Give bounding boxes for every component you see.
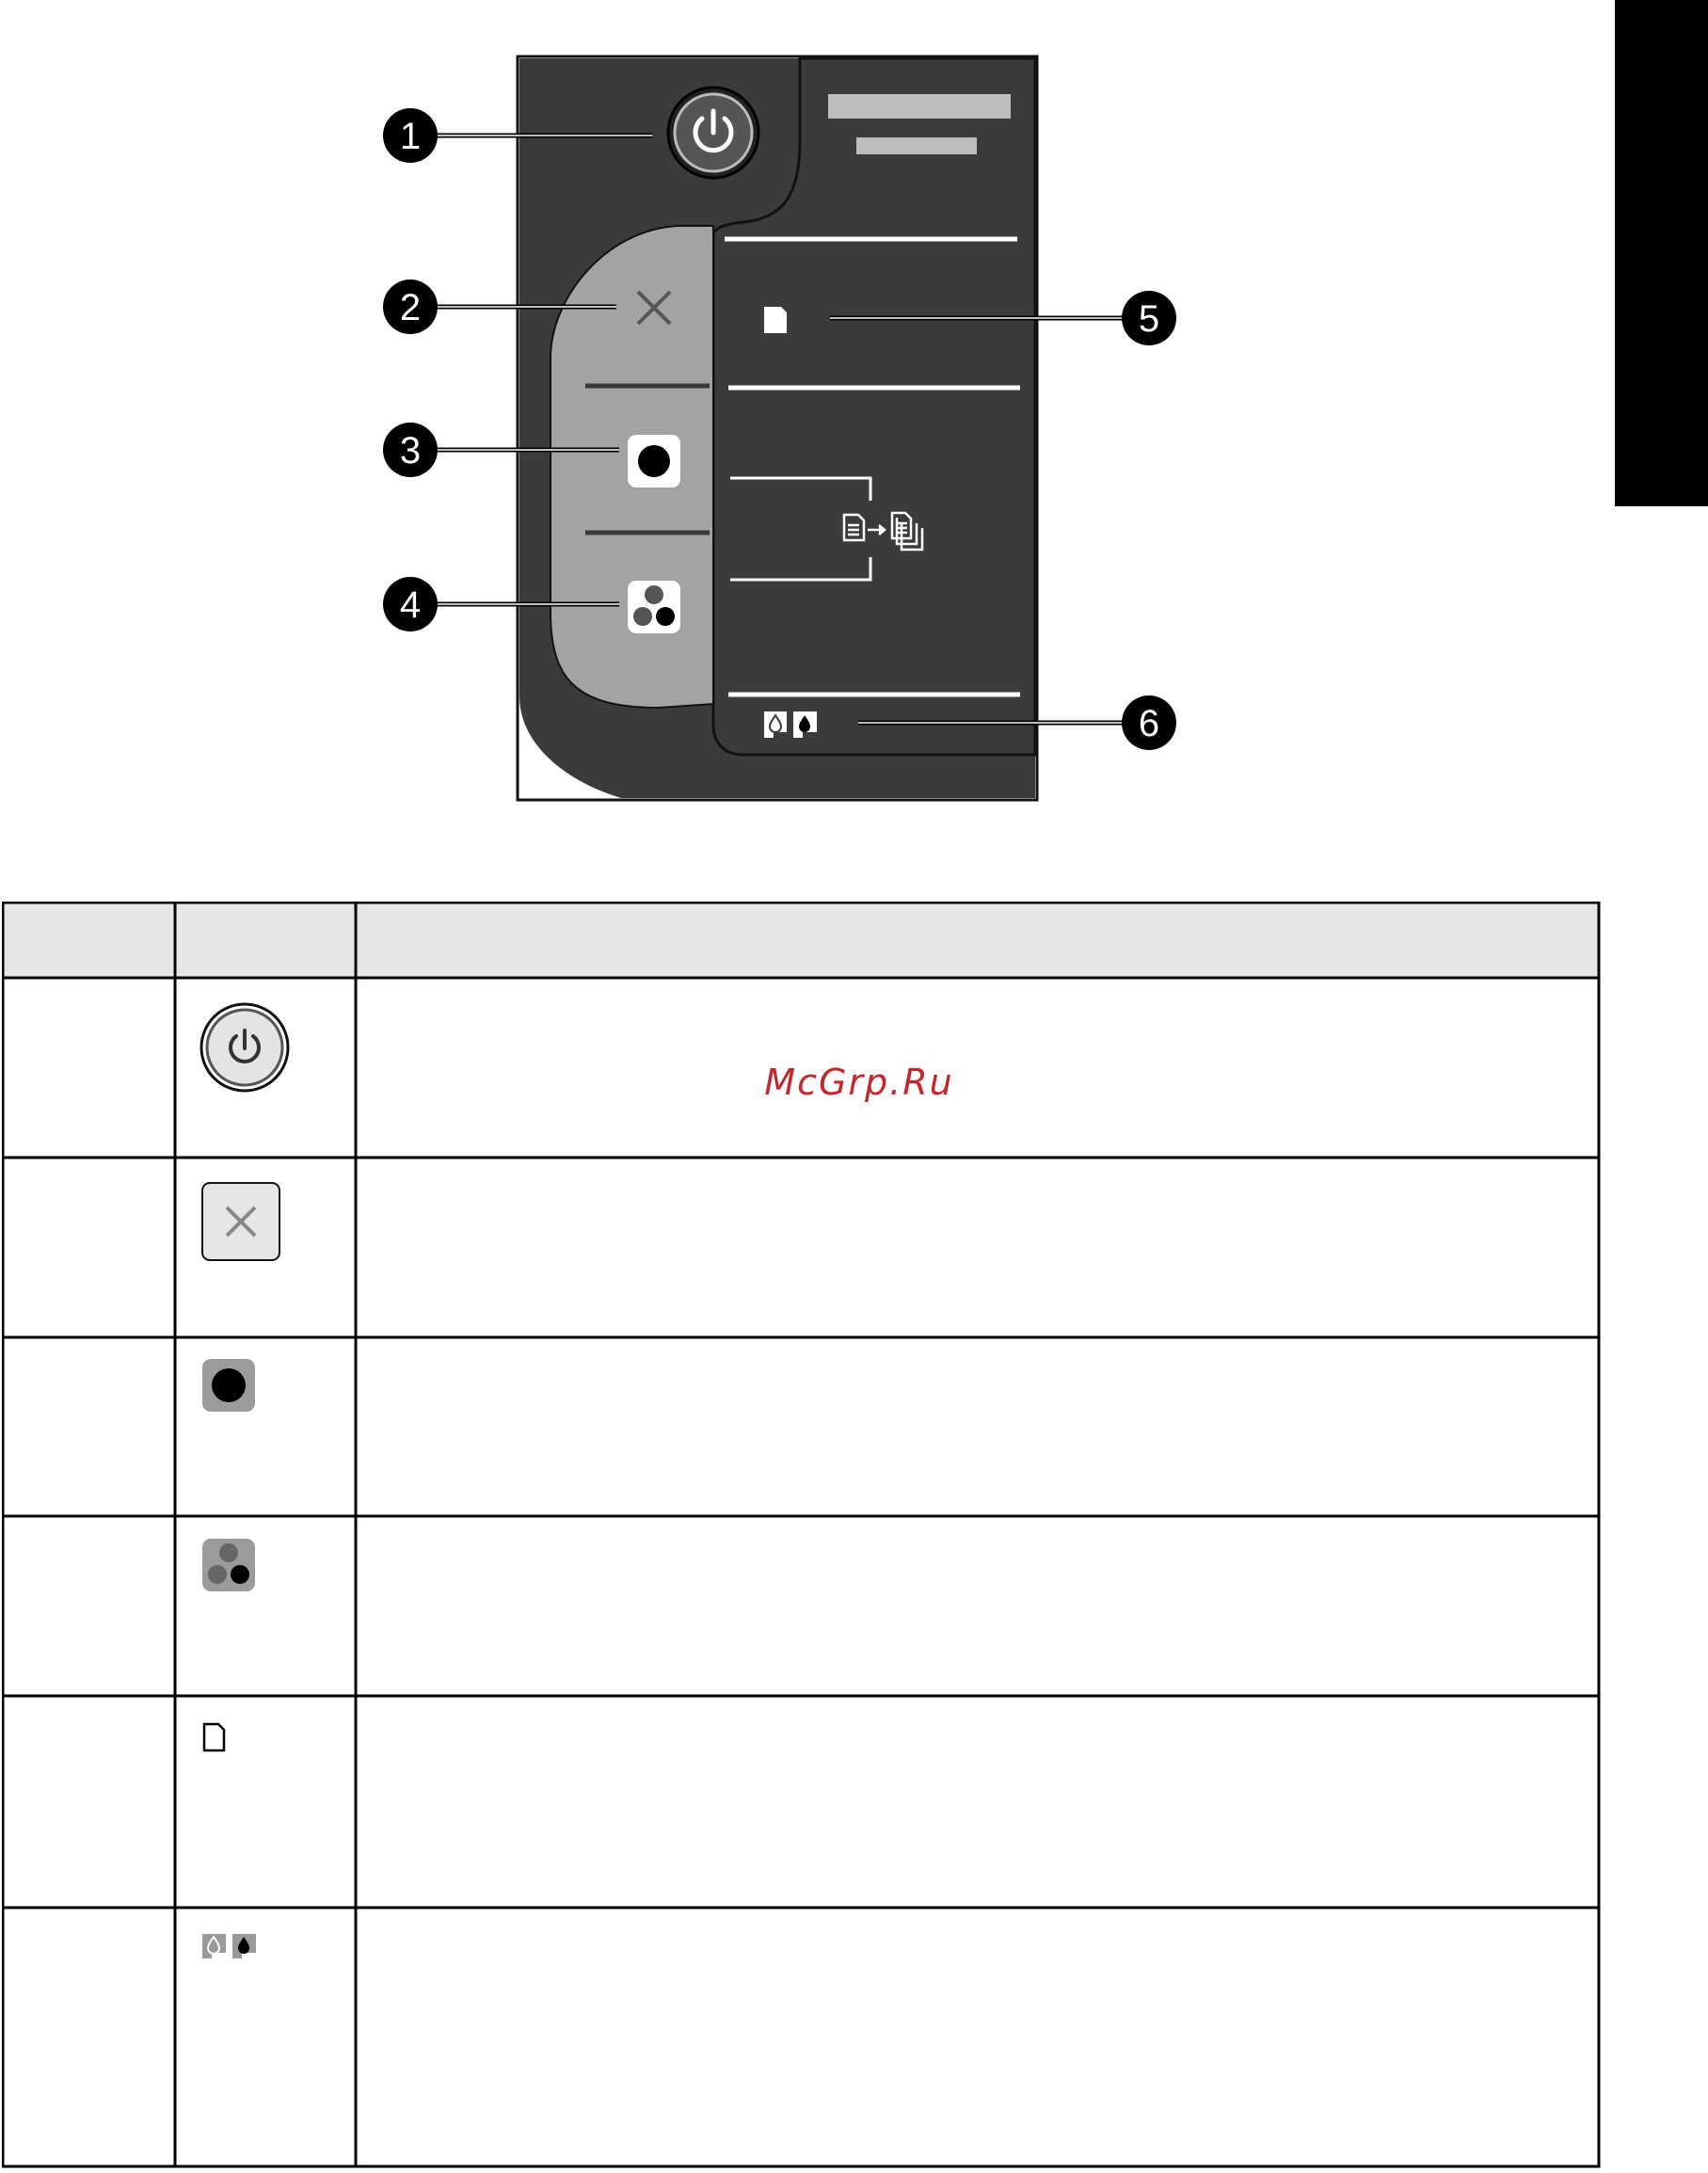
callout-2	[383, 280, 438, 334]
table-cancel-icon	[202, 1183, 279, 1260]
reference-table	[2, 902, 1602, 2168]
callout-1	[383, 108, 438, 163]
watermark-text: McGrp.Ru	[764, 1062, 954, 1103]
callout-6	[1122, 695, 1176, 750]
svg-text:3: 3	[399, 430, 422, 471]
svg-text:4: 4	[399, 584, 422, 626]
svg-text:1: 1	[399, 116, 422, 157]
display-label-bar	[856, 137, 977, 154]
start-copy-color-button[interactable]	[628, 581, 680, 633]
start-copy-black-button[interactable]	[628, 435, 680, 487]
svg-text:5: 5	[1138, 298, 1160, 340]
table-color-copy-icon	[202, 1539, 255, 1591]
reference-table-grid	[2, 902, 1602, 2168]
table-black-copy-icon	[202, 1359, 255, 1412]
power-button[interactable]	[668, 88, 758, 178]
paper-icon	[764, 307, 787, 333]
table-header	[3, 903, 1599, 978]
display-label-bar	[828, 94, 1011, 119]
svg-text:6: 6	[1138, 703, 1160, 744]
svg-text:2: 2	[399, 287, 422, 328]
callout-5	[1122, 291, 1176, 345]
control-panel-illustration	[0, 0, 1708, 847]
table-paper-icon	[204, 1724, 224, 1750]
callout-4	[383, 577, 438, 631]
callout-3	[383, 423, 438, 477]
table-power-icon	[201, 1004, 288, 1091]
table-ink-icons	[202, 1934, 256, 1958]
